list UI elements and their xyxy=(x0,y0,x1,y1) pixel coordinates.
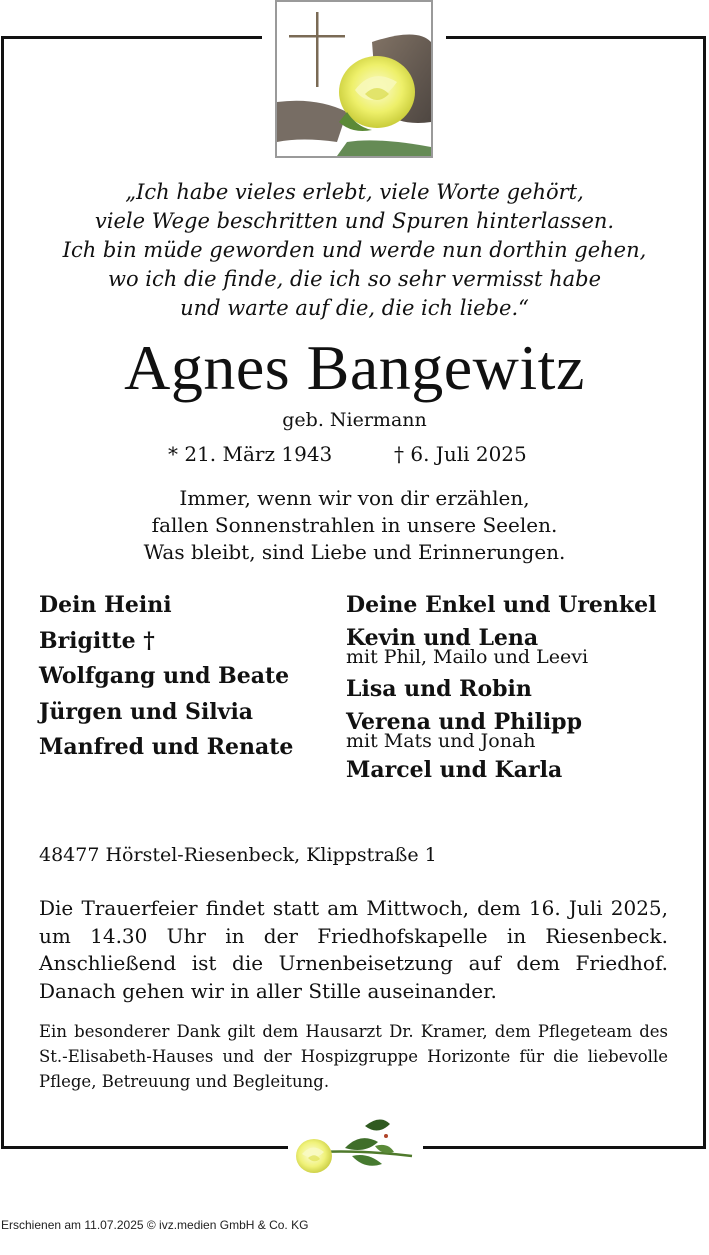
mourner-name: Kevin und Lena xyxy=(346,625,539,651)
quote-line: viele Wege beschritten und Spuren hinterlassen. xyxy=(94,209,615,233)
address: 48477 Hörstel-Riesenbeck, Klippstraße 1 xyxy=(39,844,437,866)
mourner-name: Lisa und Robin xyxy=(346,676,532,702)
mourner-subline: mit Phil, Mailo und Leevi xyxy=(346,646,589,668)
mourners-left-column xyxy=(39,590,293,768)
mourner-name: Dein Heini xyxy=(39,592,172,618)
publication-footer: Erschienen am 11.07.2025 © ivz.medien GmbH & Co. KG xyxy=(1,1218,309,1232)
mourner-subline: mit Mats und Jonah xyxy=(346,730,536,752)
mourner-name: Brigitte † xyxy=(39,627,155,654)
verse-line: fallen Sonnenstrahlen in unsere Seelen. xyxy=(151,513,558,537)
mourners-right-column xyxy=(346,590,657,785)
mourner-name: Wolfgang und Beate xyxy=(39,663,290,689)
verse-line: Was bleibt, sind Liebe und Erinnerungen. xyxy=(143,540,566,564)
yellow-rose-icon xyxy=(290,1112,415,1184)
thanks-notice: Ein besonderer Dank gilt dem Hausarzt Dr. Kramer, dem Pflegeteam des St.-Elisabeth-Hauses und der Hospizgruppe Horizonte für die liebevolle Pflege, Betreuung und Begleitung. xyxy=(39,1022,668,1091)
cross-and-yellow-rose-icon xyxy=(275,0,433,158)
verse-line: Immer, wenn wir von dir erzählen, xyxy=(179,486,530,510)
quote-line: „Ich habe vieles erlebt, viele Worte gehört, xyxy=(125,180,584,204)
mourner-name: Jürgen und Silvia xyxy=(39,698,254,725)
deceased-name: Agnes Bangewitz xyxy=(124,332,585,403)
birth-date: * 21. März 1943 xyxy=(168,442,333,466)
quote-block xyxy=(20,178,689,323)
grandchildren-heading: Deine Enkel und Urenkel xyxy=(346,592,657,618)
quote-line: wo ich die finde, die ich so sehr vermisst habe xyxy=(107,267,601,291)
mourner-name: Manfred und Renate xyxy=(39,734,294,760)
quote-line: und warte auf die, die ich liebe.“ xyxy=(180,296,529,320)
funeral-notice: Die Trauerfeier findet statt am Mittwoch, dem 16. Juli 2025, um 14.30 Uhr in der Friedhofskapelle in Riesenbeck. Anschließend ist die Urnenbeisetzung auf dem Friedhof. Danach gehen wir in aller Stille auseinander. xyxy=(39,896,668,1003)
quote-line: Ich bin müde geworden und werde nun dorthin gehen, xyxy=(62,238,647,262)
mourner-name: Marcel und Karla xyxy=(346,757,563,783)
birth-name: geb. Niermann xyxy=(282,409,427,431)
mourner-name: Verena und Philipp xyxy=(346,709,582,735)
death-date: † 6. Juli 2025 xyxy=(394,442,527,466)
verse-block xyxy=(20,485,689,566)
